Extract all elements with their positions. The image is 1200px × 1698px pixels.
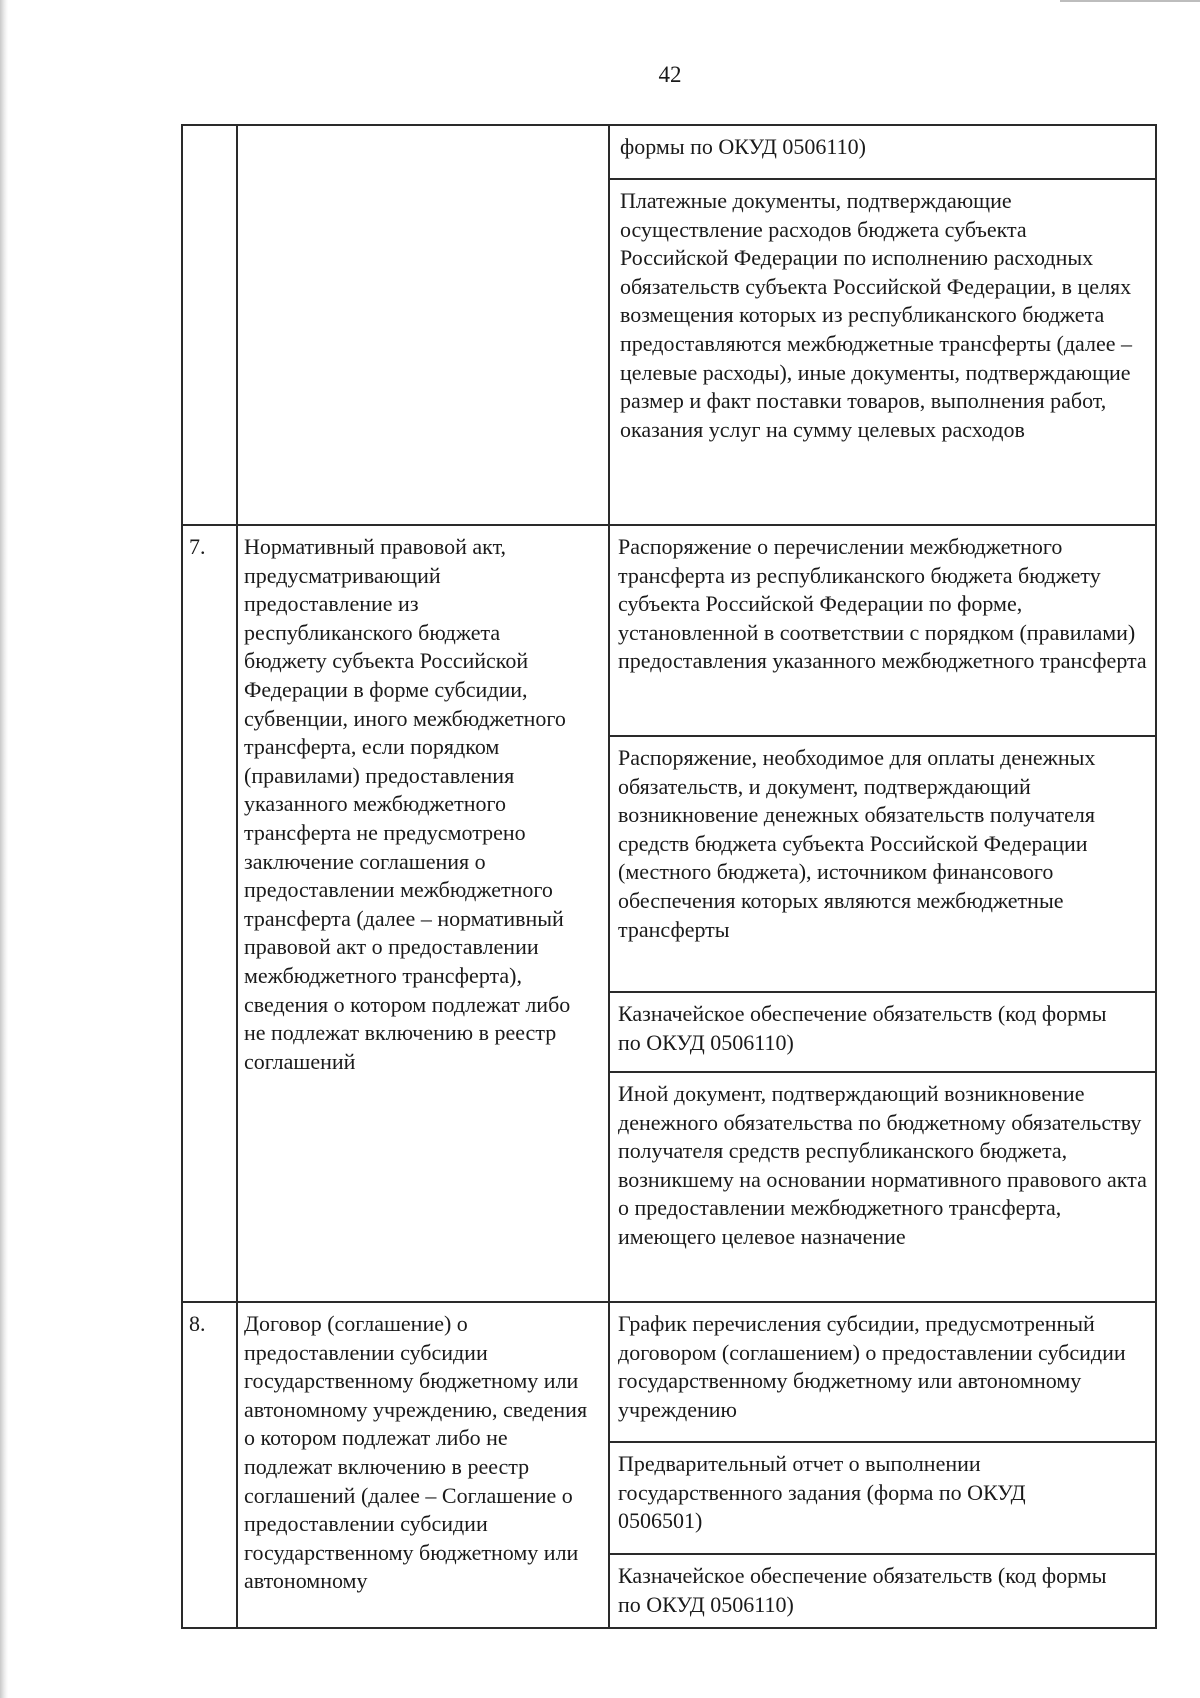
row-document-text: Договор (соглашение) о предоставлении субсидии государственному бюджетному или автономному учреждению, сведения о котором подлежат либо не подлежат включению в реестр соглашений (далее – Соглашение о предоставлении субсидии государственному бюджетному или автономному — [244, 1311, 588, 1594]
table-rule — [1155, 124, 1157, 1629]
scan-edge-shadow — [0, 0, 8, 1698]
row-number: 8. — [189, 1311, 206, 1336]
row-document-text: Нормативный правовой акт, предусматривающий предоставление из республиканского бюджета бюджету субъекта Российской Федерации в форме субсидии, субвенции, иного межбюджетного трансферта, если порядком (правилами) предоставления указанного межбюджетного трансферта не предусмотрено заключение соглашения о предоставлении межбюджетного трансферта (далее – нормативный правовой акт о предоставлении межбюджетного трансферта), сведения о котором подлежат либо не подлежат включению в реестр соглашений — [244, 534, 571, 1074]
page-number: 42 — [658, 62, 682, 87]
row-item-text: Предварительный отчет о выполнении государственного задания (форма по ОКУД 0506501) — [618, 1451, 1026, 1534]
row-item-text: Казначейское обеспечение обязательств (код формы по ОКУД 0506110) — [618, 1563, 1107, 1617]
table-rule — [181, 124, 183, 1629]
row-item-text: Казначейское обеспечение обязательств (код формы по ОКУД 0506110) — [618, 1001, 1107, 1055]
table-rule — [181, 1627, 1157, 1629]
row-item-text: Распоряжение, необходимое для оплаты денежных обязательств, и документ, подтверждающий возникновение денежных обязательств получателя средств бюджета субъекта Российской Федерации (местного бюджета), источником финансового обеспечения которых являются межбюджетные трансферты — [618, 745, 1096, 942]
row-number: 7. — [189, 534, 206, 559]
row-item-text: Распоряжение о перечислении межбюджетного трансферта из республиканского бюджета бюджету субъекта Российской Федерации по форме, установленной в соответствии с порядком (правилами) предоставления указанного межбюджетного трансферта — [618, 534, 1147, 674]
row-item-text: Иной документ, подтверждающий возникновение денежного обязательства по бюджетному обязательству получателя средств республиканского бюджета, возникшему на основании нормативного правового акта о предоставлении межбюджетного трансферта, имеющего целевое назначение — [618, 1081, 1147, 1249]
row-item-text: График перечисления субсидии, предусмотренный договором (соглашением) о предоставлении субсидии государственному бюджетному или автономному учреждению — [618, 1311, 1126, 1422]
row-item-text: Платежные документы, подтверждающие осуществление расходов бюджета субъекта Российской Федерации по исполнению расходных обязательств субъекта Российской Федерации, в целях возмещения которых из республиканского бюджета предоставляются межбюджетные трансферты (далее – целевые расходы), иные документы, подтверждающие размер и факт поставки товаров, выполнения работ, оказания услуг на сумму целевых расходов — [620, 188, 1132, 442]
row-item-text: формы по ОКУД 0506110) — [620, 134, 866, 159]
scan-top-mark — [1060, 0, 1200, 2]
